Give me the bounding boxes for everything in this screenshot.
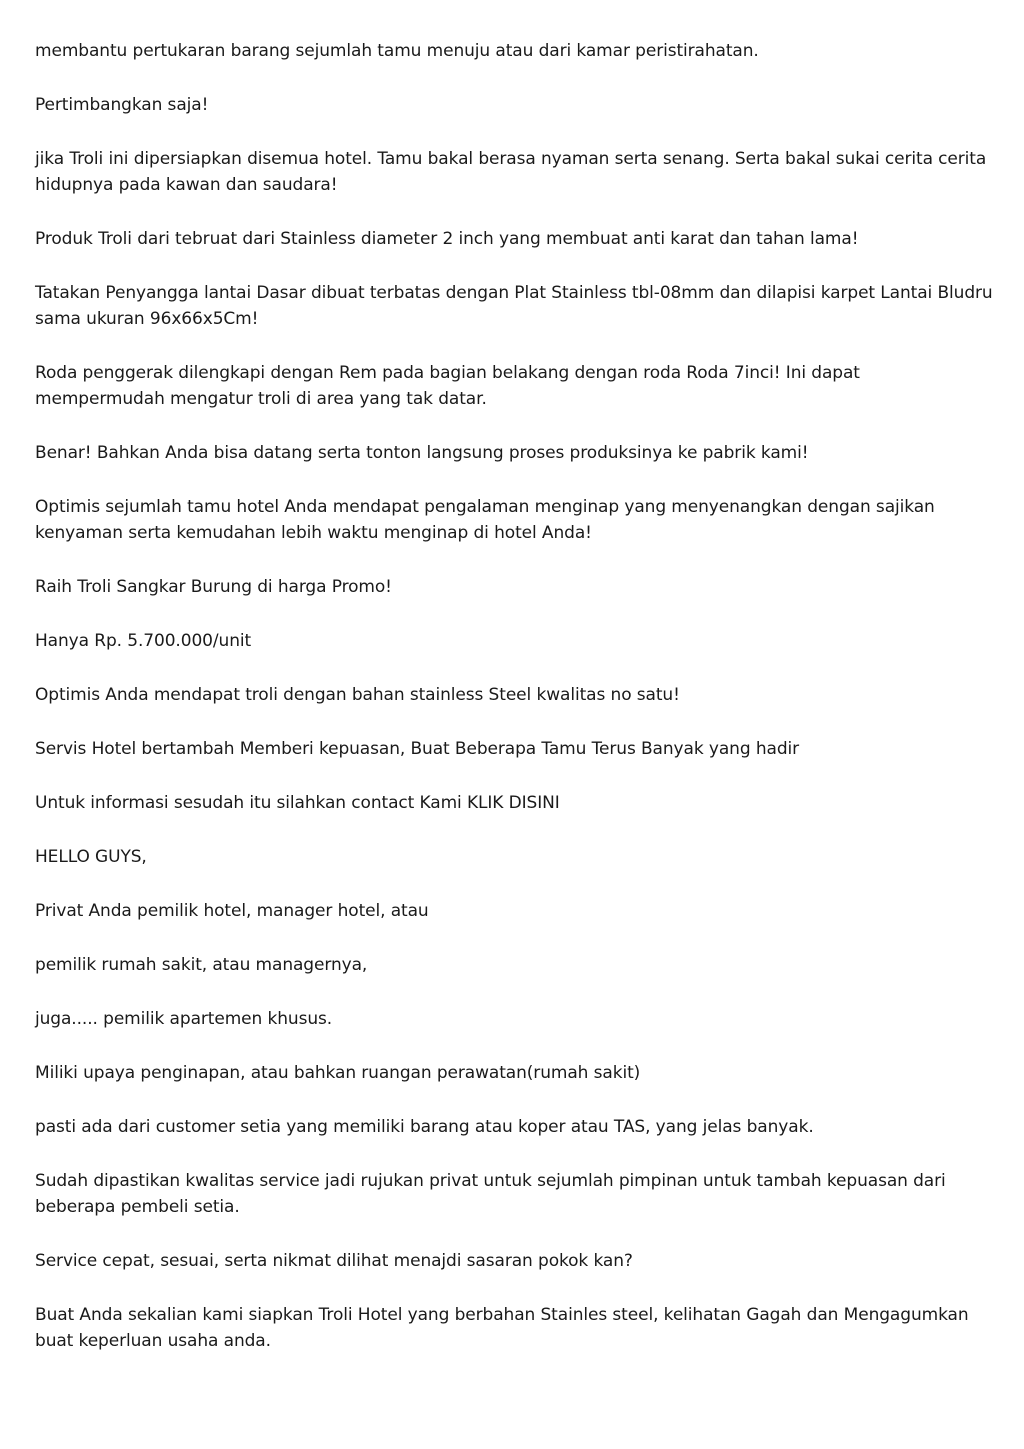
paragraph-intro-continuation: membantu pertukaran barang sejumlah tamu menuju atau dari kamar peristirahatan. bbox=[35, 41, 759, 61]
paragraph-contact: Untuk informasi sesudah itu silahkan contact Kami KLIK DISINI bbox=[35, 793, 560, 813]
paragraph-hotel-guests: jika Troli ini dipersiapkan disemua hotel. Tamu bakal berasa nyaman serta senang. Serta bakal sukai cerita cerita hidupnya pada kawan dan saudara! bbox=[35, 149, 987, 195]
paragraph-base-plate: Tatakan Penyangga lantai Dasar dibuat terbatas dengan Plat Stainless tbl-08mm dan dilapisi karpet Lantai Bludru sama ukuran 96x66x5Cm! bbox=[35, 283, 993, 329]
paragraph-product-material: Produk Troli dari tebruat dari Stainless diameter 2 inch yang membuat anti karat dan tahan lama! bbox=[35, 229, 859, 249]
paragraph-service-quality: Sudah dipastikan kwalitas service jadi rujukan privat untuk sejumlah pimpinan untuk tambah kepuasan dari beberapa pembeli setia. bbox=[35, 1171, 946, 1217]
paragraph-hotel-owner: Privat Anda pemilik hotel, manager hotel, atau bbox=[35, 901, 429, 921]
paragraph-factory-visit: Benar! Bahkan Anda bisa datang serta tonton langsung proses produksinya ke pabrik kami! bbox=[35, 443, 809, 463]
paragraph-promo: Raih Troli Sangkar Burung di harga Promo! bbox=[35, 577, 392, 597]
paragraph-offer: Buat Anda sekalian kami siapkan Troli Hotel yang berbahan Stainles steel, kelihatan Gagah dan Mengagumkan buat keperluan usaha anda. bbox=[35, 1305, 969, 1351]
paragraph-service: Servis Hotel bertambah Memberi kepuasan, Buat Beberapa Tamu Terus Banyak yang hadir bbox=[35, 739, 800, 759]
paragraph-wheels: Roda penggerak dilengkapi dengan Rem pada bagian belakang dengan roda Roda 7inci! Ini dapat mempermudah mengatur troli di area yang tak datar. bbox=[35, 363, 860, 409]
paragraph-price: Hanya Rp. 5.700.000/unit bbox=[35, 631, 252, 651]
paragraph-consider: Pertimbangkan saja! bbox=[35, 95, 209, 115]
paragraph-guest-experience: Optimis sejumlah tamu hotel Anda mendapat pengalaman menginap yang menyenangkan dengan sajikan kenyaman serta kemudahan lebih waktu menginap di hotel Anda! bbox=[35, 497, 935, 543]
paragraph-customers: pasti ada dari customer setia yang memiliki barang atau koper atau TAS, yang jelas banyak. bbox=[35, 1117, 814, 1137]
paragraph-fast-service: Service cepat, sesuai, serta nikmat dilihat menajdi sasaran pokok kan? bbox=[35, 1251, 633, 1271]
paragraph-apartment-owner: juga..... pemilik apartemen khusus. bbox=[35, 1009, 333, 1029]
paragraph-hospital-owner: pemilik rumah sakit, atau managernya, bbox=[35, 955, 368, 975]
paragraph-greeting: HELLO GUYS, bbox=[35, 847, 147, 867]
paragraph-quality: Optimis Anda mendapat troli dengan bahan stainless Steel kwalitas no satu! bbox=[35, 685, 680, 705]
paragraph-lodging: Miliki upaya penginapan, atau bahkan ruangan perawatan(rumah sakit) bbox=[35, 1063, 641, 1083]
